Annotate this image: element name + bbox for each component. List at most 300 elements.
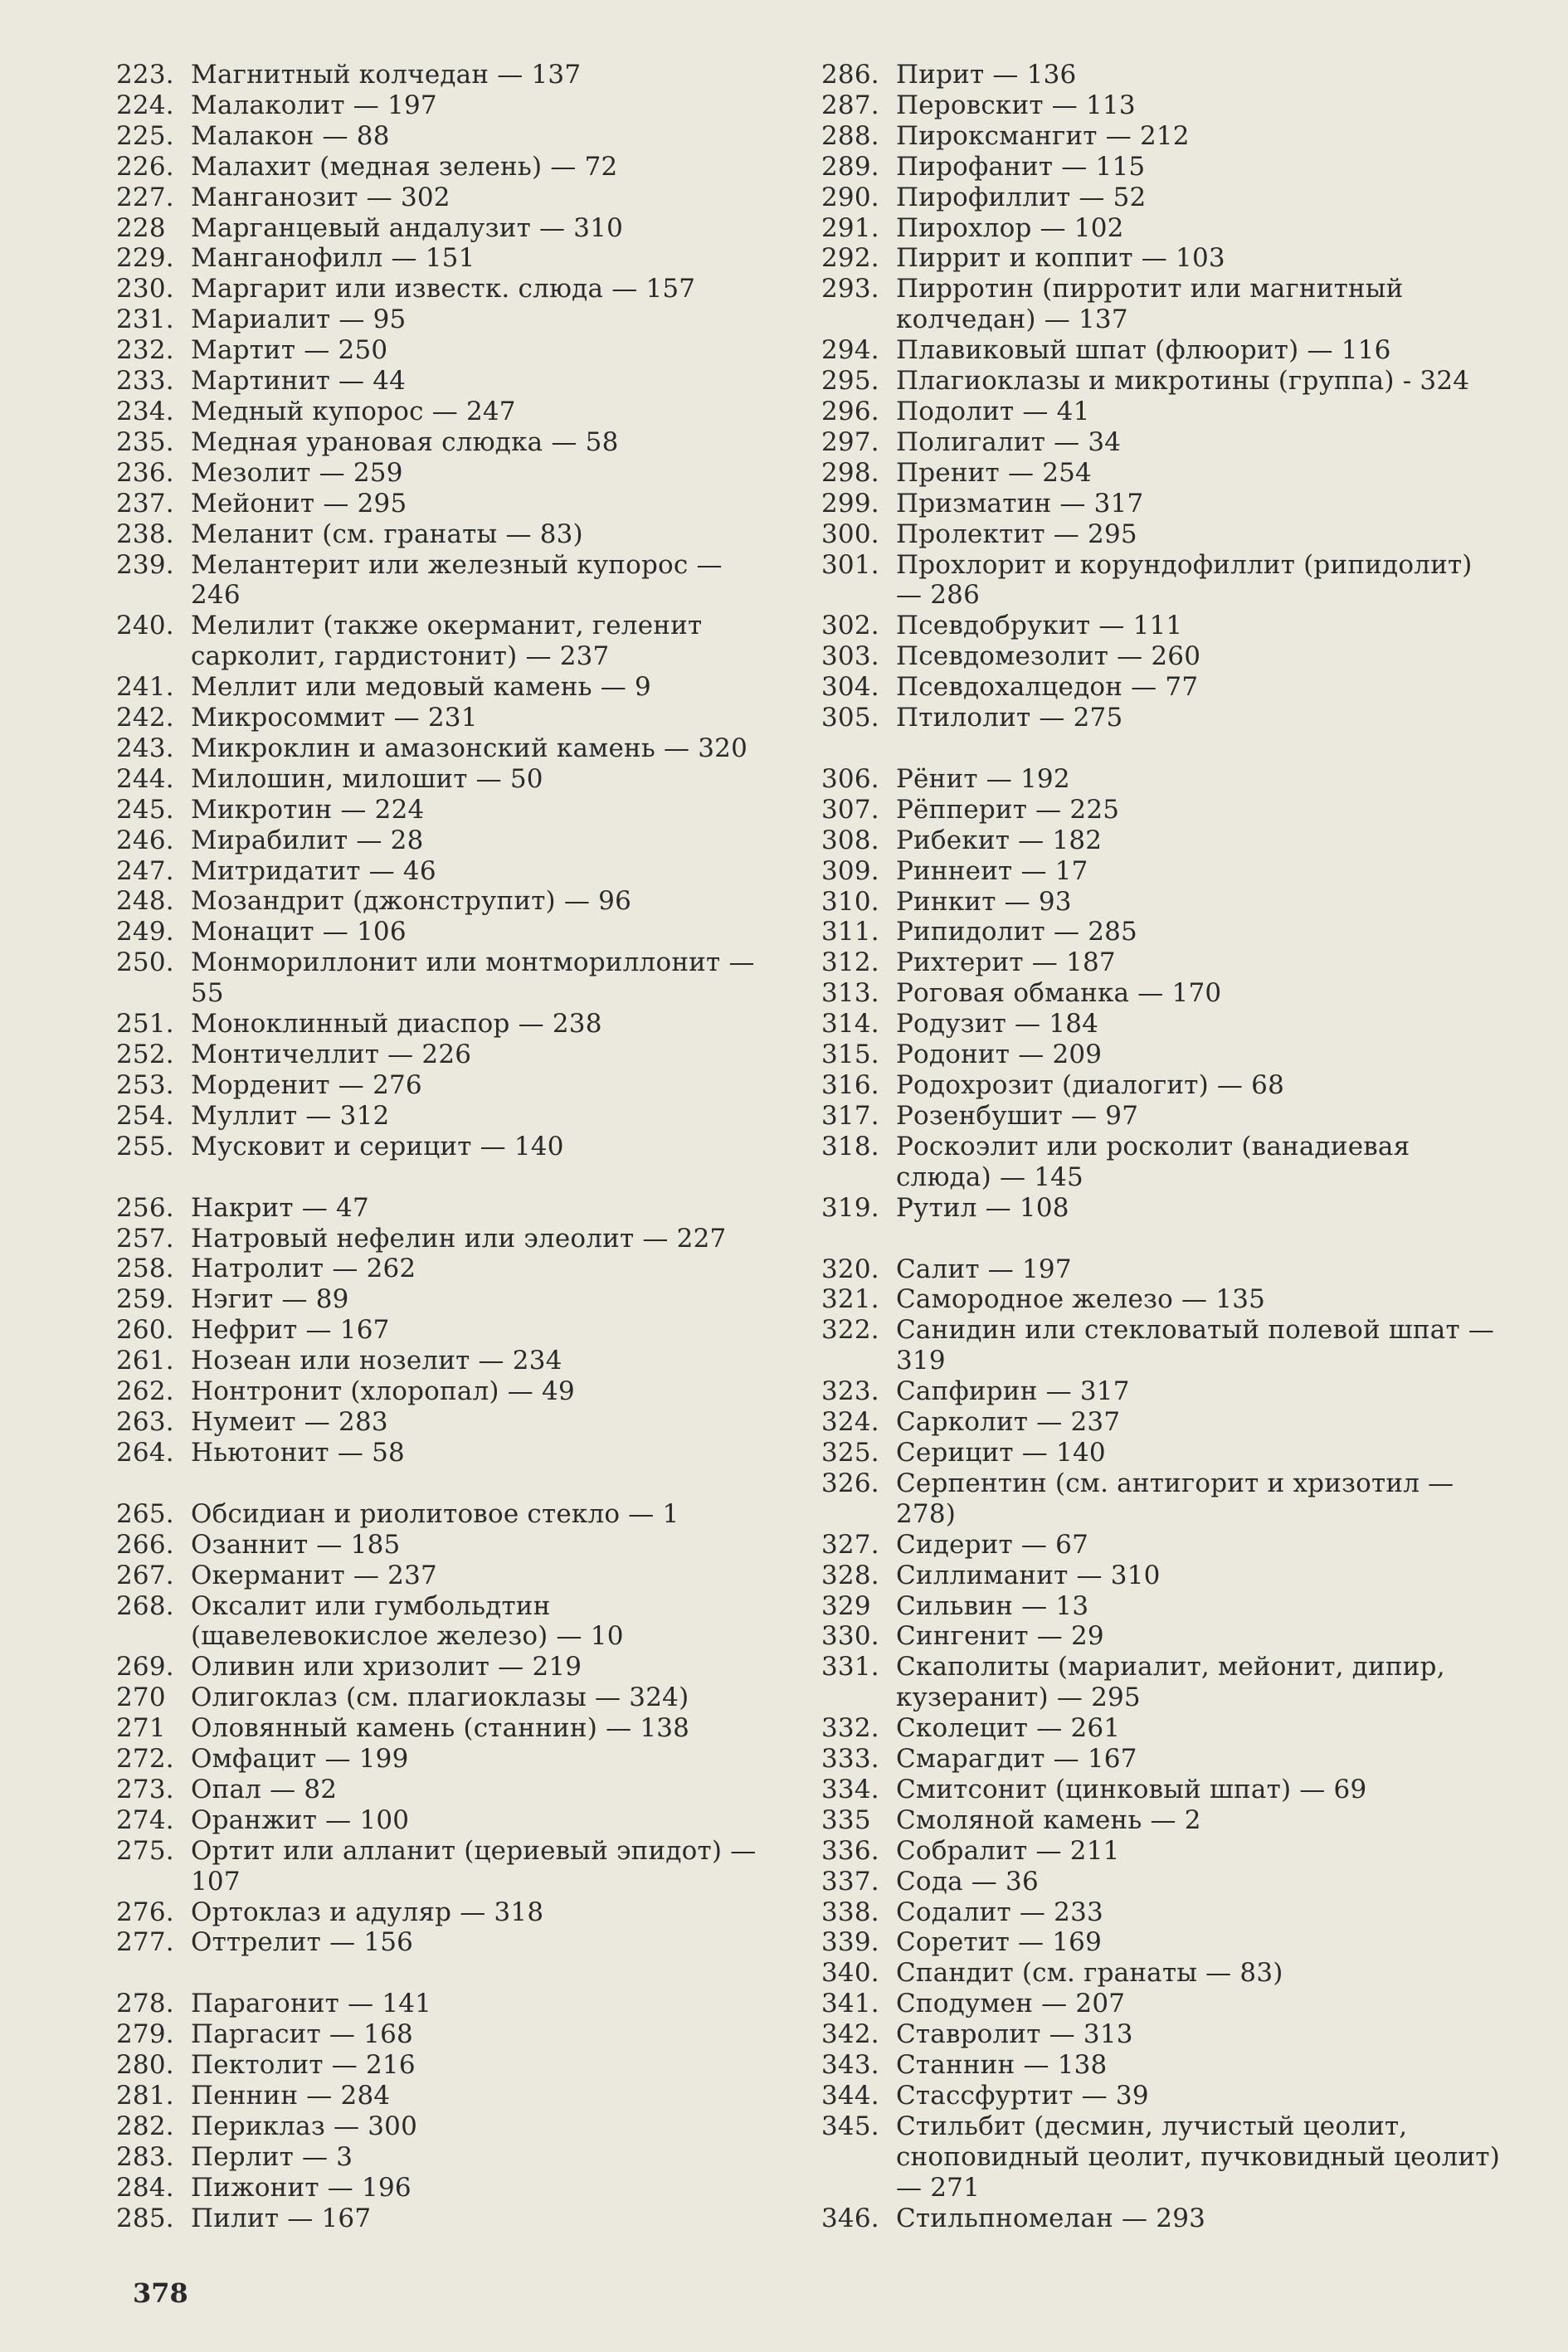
- entry-number: 341.: [821, 1989, 879, 2019]
- index-entry: [821, 764, 1502, 795]
- entry-number: 320.: [821, 1254, 879, 1284]
- entry-number: 250.: [116, 947, 174, 978]
- entry-text: Манганофилл — 151: [191, 243, 475, 274]
- entry-number: 301.: [821, 549, 879, 580]
- index-entry: [821, 458, 1502, 489]
- index-entry: [116, 1315, 780, 1346]
- entry-text: Роговая обманка — 170: [896, 978, 1222, 1009]
- index-entry: [821, 121, 1502, 152]
- entry-text: Родохрозит (диалогит) — 68: [896, 1070, 1285, 1100]
- index-entry: [821, 978, 1502, 1009]
- entry-text: Пирофиллит — 52: [896, 182, 1147, 212]
- index-entry: [116, 1132, 780, 1162]
- entry-number: 246.: [116, 825, 174, 855]
- entry-text: Сингенит — 29: [896, 1621, 1104, 1652]
- entry-number: 260.: [116, 1315, 174, 1346]
- entry-text: Мирабилит — 28: [191, 825, 424, 855]
- entry-text: Обсидиан и риолитовое стекло — 1: [191, 1498, 679, 1529]
- entry-number: 252.: [116, 1040, 174, 1069]
- index-entry: [116, 733, 780, 764]
- index-entry: [116, 703, 780, 733]
- entry-number: 319.: [821, 1192, 879, 1223]
- index-entry: [821, 1376, 1502, 1407]
- entry-text: Накрит — 47: [191, 1192, 369, 1223]
- entry-text: Пижонит — 196: [191, 2172, 411, 2203]
- index-entry: [821, 213, 1502, 244]
- index-entry: [116, 1193, 780, 1224]
- index-entry: [821, 1009, 1502, 1040]
- entry-text: Мариалит — 95: [191, 304, 407, 335]
- index-entry: [821, 1254, 1502, 1285]
- entry-text: Милошин, милошит — 50: [191, 763, 543, 794]
- index-entry: [821, 2111, 1502, 2203]
- index-entry: [821, 1958, 1502, 1989]
- entry-number: 269.: [116, 1652, 174, 1682]
- entry-text: Станнин — 138: [896, 2050, 1108, 2081]
- entry-number: 256.: [116, 1192, 174, 1223]
- entry-number: 277.: [116, 1927, 174, 1958]
- index-entry: [116, 1040, 780, 1070]
- entry-text: Сколецит — 261: [896, 1713, 1121, 1744]
- index-entry: [116, 335, 780, 366]
- index-entry: [116, 856, 780, 887]
- entry-text: Ставролит — 313: [896, 2019, 1133, 2050]
- index-entry: [116, 886, 780, 917]
- index-entry: [116, 1591, 780, 1653]
- entry-number: 291.: [821, 212, 879, 243]
- index-entry: [821, 366, 1502, 397]
- index-entry: [116, 1101, 780, 1132]
- index-entry: [116, 1346, 780, 1376]
- entry-number: 263.: [116, 1406, 174, 1437]
- entry-number: 338.: [821, 1897, 879, 1927]
- index-entry: [116, 947, 780, 1009]
- entry-text: Пирротин (пирротит или магнитный колчедан) — 137: [896, 274, 1404, 335]
- entry-number: 275.: [116, 1835, 174, 1866]
- entry-text: Оливин или хризолит — 219: [191, 1652, 582, 1682]
- entry-number: 242.: [116, 703, 174, 733]
- entry-text: Псевдомезолит — 260: [896, 641, 1201, 672]
- index-entry: [821, 1713, 1502, 1744]
- index-entry: [821, 1468, 1502, 1530]
- entry-number: 276.: [116, 1897, 174, 1927]
- entry-number: 235.: [116, 426, 174, 457]
- entry-text: Пилит — 167: [191, 2203, 372, 2233]
- index-entry: [116, 825, 780, 856]
- entry-number: 286.: [821, 60, 879, 90]
- entry-number: 323.: [821, 1376, 879, 1407]
- index-entry: [116, 2173, 780, 2203]
- entry-number: 240.: [116, 611, 174, 641]
- index-entry: [821, 641, 1502, 672]
- entry-text: Малахит (медная зелень) — 72: [191, 151, 618, 182]
- entry-text: Рутил — 108: [896, 1192, 1069, 1223]
- index-entry: [821, 60, 1502, 90]
- entry-text: Стильпномелан — 293: [896, 2203, 1206, 2233]
- entry-number: 285.: [116, 2203, 174, 2233]
- entry-number: 305.: [821, 703, 879, 733]
- entry-text: Оловянный камень (станнин) — 138: [191, 1713, 690, 1744]
- entry-number: 226.: [116, 151, 174, 182]
- index-entry: [116, 1897, 780, 1928]
- entry-number: 321.: [821, 1284, 879, 1315]
- entry-number: 329: [821, 1590, 871, 1621]
- index-entry: [116, 611, 780, 672]
- index-entry: [821, 1070, 1502, 1101]
- entry-text: Ринкит — 93: [896, 886, 1072, 917]
- index-entry: [821, 2019, 1502, 2050]
- entry-text: Монацит — 106: [191, 917, 407, 947]
- index-entry: [821, 703, 1502, 733]
- index-entry: [821, 519, 1502, 550]
- entry-number: 342.: [821, 2019, 879, 2050]
- entry-number: 306.: [821, 763, 879, 794]
- index-entry: [821, 1805, 1502, 1836]
- entry-number: 337.: [821, 1866, 879, 1897]
- entry-text: Парагонит — 141: [191, 1989, 432, 2019]
- entry-text: Морденит — 276: [191, 1069, 422, 1100]
- index-entry: [116, 1927, 780, 1958]
- index-entry: [116, 366, 780, 397]
- index-entry: [821, 1315, 1502, 1376]
- index-entry: [116, 1561, 780, 1591]
- entry-number: 331.: [821, 1652, 879, 1682]
- entry-text: Малакон — 88: [191, 120, 390, 151]
- index-entry: [116, 2142, 780, 2173]
- entry-number: 281.: [116, 2081, 174, 2111]
- index-entry: [821, 856, 1502, 887]
- entry-number: 299.: [821, 488, 879, 519]
- index-entry: [821, 2081, 1502, 2111]
- entry-number: 270: [116, 1682, 166, 1713]
- entry-number: 309.: [821, 855, 879, 886]
- entry-number: 328.: [821, 1560, 879, 1590]
- index-entry: [116, 213, 780, 244]
- entry-number: 333.: [821, 1744, 879, 1775]
- entry-number: 324.: [821, 1407, 879, 1438]
- entry-text: Маргарит или известк. слюда — 157: [191, 274, 696, 304]
- entry-number: 261.: [116, 1346, 174, 1376]
- index-entry: [821, 1989, 1502, 2019]
- index-entry: [821, 1407, 1502, 1438]
- index-entry: [116, 2019, 780, 2050]
- entry-number: 244.: [116, 763, 174, 794]
- section-gap: [116, 1162, 780, 1193]
- entry-number: 248.: [116, 886, 174, 917]
- entry-number: 336.: [821, 1835, 879, 1866]
- entry-text: Моноклинный диаспор — 238: [191, 1009, 602, 1040]
- entry-number: 247.: [116, 855, 174, 886]
- entry-number: 296.: [821, 396, 879, 426]
- entry-text: Сапфирин — 317: [896, 1376, 1130, 1407]
- entry-number: 322.: [821, 1315, 879, 1346]
- entry-text: Меллит или медовый камень — 9: [191, 672, 651, 703]
- index-entry: [116, 764, 780, 795]
- entry-text: Окерманит — 237: [191, 1560, 437, 1590]
- entry-number: 241.: [116, 672, 174, 703]
- index-entry: [116, 550, 780, 611]
- entry-number: 255.: [116, 1131, 174, 1161]
- entry-text: Мейонит — 295: [191, 488, 407, 519]
- entry-number: 293.: [821, 274, 879, 304]
- entry-number: 279.: [116, 2019, 174, 2050]
- index-entry: [821, 1927, 1502, 1958]
- entry-text: Плагиоклазы и микротины (группа) - 324: [896, 366, 1470, 397]
- entry-text: Мелантерит или железный купорос — 246: [191, 549, 723, 611]
- index-entry: [821, 243, 1502, 274]
- entry-text: Мозандрит (джонструпит) — 96: [191, 886, 631, 917]
- entry-text: Оттрелит — 156: [191, 1927, 414, 1958]
- entry-number: 233.: [116, 366, 174, 397]
- index-entry: [821, 947, 1502, 978]
- entry-text: Мелилит (также окерманит, геленит сарколит, гардистонит) — 237: [191, 611, 703, 672]
- entry-number: 258.: [116, 1254, 174, 1284]
- entry-text: Пеннин — 284: [191, 2081, 391, 2111]
- entry-number: 298.: [821, 457, 879, 488]
- index-entry: [116, 1744, 780, 1775]
- index-entry: [116, 458, 780, 489]
- section-gap: [116, 1958, 780, 1989]
- index-entry: [821, 489, 1502, 519]
- entry-text: Медная урановая слюдка — 58: [191, 426, 619, 457]
- entry-text: Пектолит — 216: [191, 2050, 416, 2081]
- index-entry: [116, 519, 780, 550]
- entry-text: Роскоэлит или росколит (ванадиевая слюда) — 145: [896, 1131, 1410, 1192]
- entry-text: Стильбит (десмин, лучистый цеолит, сноповидный цеолит, пучковидный цеолит) — 271: [896, 2111, 1501, 2203]
- index-entry: [821, 795, 1502, 825]
- index-entry: [116, 1530, 780, 1561]
- index-entry: [116, 1989, 780, 2019]
- entry-number: 234.: [116, 396, 174, 426]
- entry-number: 311.: [821, 917, 879, 947]
- entry-number: 294.: [821, 335, 879, 366]
- entry-text: Монмориллонит или монтмориллонит — 55: [191, 947, 755, 1009]
- index-entry: [821, 1284, 1502, 1315]
- index-entry: [821, 90, 1502, 121]
- entry-text: Серпентин (см. антигорит и хризотил — 278): [896, 1468, 1454, 1529]
- entry-number: 308.: [821, 825, 879, 855]
- index-entry: [116, 917, 780, 947]
- page-number: 378: [133, 2277, 188, 2309]
- entry-number: 335: [821, 1804, 871, 1835]
- index-entry: [116, 427, 780, 458]
- entry-text: Нефрит — 167: [191, 1315, 390, 1346]
- entry-number: 230.: [116, 274, 174, 304]
- entry-number: 278.: [116, 1989, 174, 2019]
- entry-number: 231.: [116, 304, 174, 335]
- index-entry: [821, 1132, 1502, 1193]
- entry-text: Сарколит — 237: [896, 1407, 1121, 1438]
- entry-number: 318.: [821, 1131, 879, 1161]
- entry-number: 254.: [116, 1100, 174, 1131]
- entry-text: Санидин или стекловатый полевой шпат — 319: [896, 1315, 1495, 1376]
- entry-text: Медный купорос — 247: [191, 396, 516, 426]
- entry-number: 290.: [821, 182, 879, 212]
- entry-text: Скаполиты (мариалит, мейонит, дипир, кузеранит) — 295: [896, 1652, 1445, 1713]
- entry-text: Смитсонит (цинковый шпат) — 69: [896, 1774, 1367, 1804]
- index-entry: [116, 90, 780, 121]
- index-entry: [116, 1499, 780, 1530]
- entry-number: 330.: [821, 1621, 879, 1652]
- entry-text: Мартинит — 44: [191, 366, 407, 397]
- entry-number: 315.: [821, 1040, 879, 1070]
- entry-text: Нумеит — 283: [191, 1406, 388, 1437]
- entry-text: Перлит — 3: [191, 2141, 353, 2172]
- entry-number: 345.: [821, 2111, 879, 2141]
- entry-text: Соретит — 169: [896, 1927, 1103, 1958]
- entry-number: 302.: [821, 611, 879, 641]
- entry-text: Родонит — 209: [896, 1040, 1103, 1070]
- index-entry: [821, 1530, 1502, 1561]
- entry-text: Монтичеллит — 226: [191, 1040, 472, 1069]
- entry-text: Сидерит — 67: [896, 1529, 1089, 1560]
- entry-text: Нозеан или нозелит — 234: [191, 1346, 562, 1376]
- entry-text: Сода — 36: [896, 1866, 1039, 1897]
- index-entry: [821, 611, 1502, 641]
- entry-number: 237.: [116, 488, 174, 519]
- index-entry: [116, 2050, 780, 2081]
- entry-text: Малаколит — 197: [191, 90, 437, 120]
- section-gap: [116, 1468, 780, 1499]
- entry-number: 225.: [116, 120, 174, 151]
- index-entry: [116, 1376, 780, 1407]
- entry-number: 284.: [116, 2172, 174, 2203]
- entry-number: 307.: [821, 794, 879, 825]
- entry-text: Птилолит — 275: [896, 703, 1123, 733]
- entry-text: Магнитный колчедан — 137: [191, 60, 582, 90]
- index-entry: [821, 1652, 1502, 1713]
- entry-text: Пирит — 136: [896, 60, 1077, 90]
- entry-text: Рибекит — 182: [896, 825, 1103, 855]
- entry-number: 245.: [116, 794, 174, 825]
- entry-number: 262.: [116, 1376, 174, 1407]
- entry-text: Перовскит — 113: [896, 90, 1136, 120]
- entry-number: 287.: [821, 90, 879, 120]
- index-entry: [116, 183, 780, 213]
- entry-text: Рёпперит — 225: [896, 794, 1120, 825]
- entry-number: 267.: [116, 1560, 174, 1590]
- section-gap: [821, 1224, 1502, 1254]
- index-entry: [116, 1070, 780, 1101]
- index-entry: [116, 243, 780, 274]
- entry-text: Пролектит — 295: [896, 519, 1137, 549]
- entry-number: 312.: [821, 947, 879, 978]
- index-entry: [821, 1836, 1502, 1867]
- entry-text: Прохлорит и корундофиллит (рипидолит) — 286: [896, 549, 1473, 611]
- entry-text: Пироксмангит — 212: [896, 120, 1190, 151]
- index-column-right: [821, 60, 1502, 2234]
- index-entry: [116, 1805, 780, 1836]
- entry-number: 253.: [116, 1069, 174, 1100]
- entry-number: 229.: [116, 243, 174, 274]
- entry-text: Меланит (см. гранаты — 83): [191, 519, 583, 549]
- index-entry: [116, 672, 780, 703]
- index-entry: [821, 672, 1502, 703]
- entry-number: 303.: [821, 641, 879, 672]
- entry-number: 313.: [821, 978, 879, 1009]
- index-entry: [116, 1438, 780, 1468]
- entry-number: 236.: [116, 457, 174, 488]
- entry-number: 300.: [821, 519, 879, 549]
- entry-text: Периклаз — 300: [191, 2111, 418, 2141]
- entry-number: 304.: [821, 672, 879, 703]
- entry-number: 223.: [116, 60, 174, 90]
- index-entry: [116, 121, 780, 152]
- entry-text: Марганцевый андалузит — 310: [191, 212, 624, 243]
- entry-text: Силлиманит — 310: [896, 1560, 1161, 1590]
- entry-text: Микротин — 224: [191, 794, 425, 825]
- entry-number: 317.: [821, 1100, 879, 1131]
- entry-text: Родузит — 184: [896, 1009, 1099, 1040]
- entry-number: 273.: [116, 1774, 174, 1804]
- entry-text: Мезолит — 259: [191, 457, 403, 488]
- entry-text: Самородное железо — 135: [896, 1284, 1266, 1315]
- index-entry: [821, 1621, 1502, 1652]
- entry-text: Манганозит — 302: [191, 182, 450, 212]
- entry-text: Смарагдит — 167: [896, 1744, 1137, 1775]
- entry-text: Натролит — 262: [191, 1254, 416, 1284]
- entry-text: Нэгит — 89: [191, 1284, 349, 1315]
- index-entry: [116, 795, 780, 825]
- entry-number: 295.: [821, 366, 879, 397]
- index-entry: [821, 1897, 1502, 1928]
- index-entry: [116, 274, 780, 304]
- index-entry: [116, 1682, 780, 1713]
- section-gap: [821, 733, 1502, 764]
- entry-text: Собралит — 211: [896, 1835, 1120, 1866]
- entry-number: 282.: [116, 2111, 174, 2141]
- entry-text: Рипидолит — 285: [896, 917, 1137, 947]
- entry-text: Ортит или алланит (цериевый эпидот) — 107: [191, 1835, 757, 1897]
- index-entry: [116, 152, 780, 183]
- index-column-left: [116, 60, 780, 2234]
- entry-text: Стассфуртит — 39: [896, 2081, 1149, 2111]
- index-entry: [821, 427, 1502, 458]
- index-entry: [821, 274, 1502, 335]
- entry-number: 239.: [116, 549, 174, 580]
- entry-number: 280.: [116, 2050, 174, 2081]
- entry-text: Спандит (см. гранаты — 83): [896, 1958, 1283, 1989]
- entry-number: 238.: [116, 519, 174, 549]
- entry-text: Оранжит — 100: [191, 1804, 410, 1835]
- entry-number: 310.: [821, 886, 879, 917]
- entry-text: Псевдобрукит — 111: [896, 611, 1183, 641]
- index-entry: [821, 1438, 1502, 1468]
- index-entry: [821, 1193, 1502, 1224]
- entry-number: 297.: [821, 426, 879, 457]
- entry-number: 228: [116, 212, 166, 243]
- index-entry: [116, 1652, 780, 1682]
- index-entry: [116, 1407, 780, 1438]
- index-entry: [821, 1040, 1502, 1070]
- entry-text: Пирохлор — 102: [896, 212, 1124, 243]
- index-entry: [821, 2203, 1502, 2234]
- entry-number: 251.: [116, 1009, 174, 1040]
- entry-text: Сподумен — 207: [896, 1989, 1126, 2019]
- index-entry: [116, 2203, 780, 2234]
- entry-text: Полигалит — 34: [896, 426, 1122, 457]
- entry-text: Розенбушит — 97: [896, 1100, 1139, 1131]
- index-entry: [116, 1009, 780, 1040]
- entry-number: 343.: [821, 2050, 879, 2081]
- index-entry: [116, 2081, 780, 2111]
- index-entry: [116, 1284, 780, 1315]
- entry-number: 326.: [821, 1468, 879, 1498]
- entry-number: 265.: [116, 1498, 174, 1529]
- index-entry: [821, 1101, 1502, 1132]
- index-entry: [821, 152, 1502, 183]
- entry-number: 325.: [821, 1437, 879, 1468]
